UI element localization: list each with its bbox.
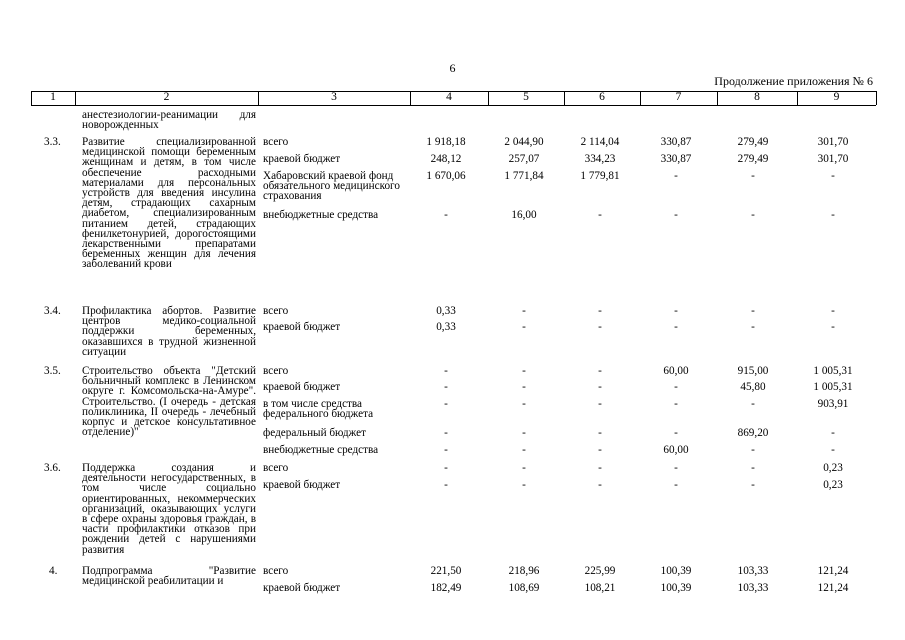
value-cell: 221,50 (430, 565, 462, 577)
value-cell: 279,49 (737, 136, 769, 148)
value-cell: - (598, 427, 602, 439)
value-cell: - (598, 321, 602, 333)
value-cell: - (444, 365, 448, 377)
source-label: Хабаровский краевой фонд обязательного медицинского страхования (263, 170, 400, 203)
value-cell: - (751, 305, 755, 317)
value-cell: - (751, 398, 755, 410)
row-name: Развитие специализированной медицинской помощи беременным женщинам и детям, в том числе обеспечение расходными материалами для персональных устройств для введения инсулина детям, страдающих сахарным диабетом, специализированным питанием детей, страдающих фенилкетонурией, дорогостоящими лекарственными препаратами беременных женщин для лечения заболеваний крови (82, 136, 256, 271)
source-label: всего (263, 565, 289, 577)
value-cell: - (598, 305, 602, 317)
header-col-2: 2 (163, 91, 170, 103)
header-col-5: 5 (523, 91, 529, 103)
value-cell: - (598, 444, 602, 456)
source-label: краевой бюджет (263, 153, 341, 165)
page-number: 6 (449, 61, 456, 75)
value-cell: - (522, 305, 526, 317)
value-cell: - (674, 170, 678, 182)
value-cell: 218,96 (508, 565, 540, 577)
value-cell: - (598, 365, 602, 377)
value-cell: - (598, 462, 602, 474)
value-cell: - (674, 305, 678, 317)
value-cell: 45,80 (740, 381, 766, 393)
value-cell: - (444, 398, 448, 410)
value-cell: 301,70 (817, 153, 849, 165)
source-label: краевой бюджет (263, 582, 341, 594)
row-name: Поддержка создания и деятельности негосударственных, в том числе социально ориентированных, некоммерческих организаций, оказывающих услуги в сфере охраны здоровья граждан, в части профилактики отказов при рождении детей с нарушениями развития (82, 462, 256, 556)
value-cell: 121,24 (817, 565, 849, 577)
value-cell: - (674, 427, 678, 439)
source-label: всего (263, 305, 289, 317)
value-cell: 225,99 (584, 565, 616, 577)
value-cell: - (751, 170, 755, 182)
source-label: внебюджетные средства (263, 444, 379, 456)
value-cell: - (831, 427, 835, 439)
value-cell: - (444, 444, 448, 456)
value-cell: - (831, 444, 835, 456)
source-label: федеральный бюджет (263, 427, 366, 439)
value-cell: - (522, 479, 526, 491)
value-cell: - (598, 209, 602, 221)
value-cell: - (522, 381, 526, 393)
source-label: краевой бюджет (263, 321, 341, 333)
row-name: Профилактика абортов. Развитие центров медико-социальной поддержки беременных, оказавшихся в трудной жизненной ситуации (82, 305, 256, 358)
value-cell: - (831, 209, 835, 221)
row-name: Подпрограмма "Развитие медицинской реабилитации и (82, 565, 256, 588)
source-label: краевой бюджет (263, 381, 341, 393)
value-cell: - (444, 381, 448, 393)
value-cell: 279,49 (737, 153, 769, 165)
value-cell: - (751, 462, 755, 474)
source-label: всего (263, 365, 289, 377)
value-cell: 1 779,81 (580, 170, 620, 182)
value-cell: - (522, 398, 526, 410)
value-cell: 330,87 (660, 136, 692, 148)
row-number: 3.4. (44, 305, 61, 317)
header-col-1: 1 (50, 91, 56, 103)
carry-over-text: анестезиологии-реанимации для новорожденных (82, 109, 256, 132)
value-cell: - (522, 444, 526, 456)
value-cell: - (444, 209, 448, 221)
value-cell: 301,70 (817, 136, 849, 148)
value-cell: - (831, 321, 835, 333)
value-cell: - (751, 444, 755, 456)
value-cell: 60,00 (663, 365, 689, 377)
value-cell: - (831, 170, 835, 182)
value-cell: - (522, 427, 526, 439)
row-number: 3.3. (44, 136, 61, 148)
value-cell: 2 114,04 (580, 136, 620, 148)
value-cell: 869,20 (737, 427, 769, 439)
row-number: 4. (49, 565, 58, 577)
header-col-4: 4 (446, 91, 452, 103)
value-cell: 248,12 (430, 153, 462, 165)
value-cell: - (598, 398, 602, 410)
continuation-note: Продолжение приложения № 6 (714, 74, 873, 88)
value-cell: - (444, 479, 448, 491)
value-cell: - (674, 479, 678, 491)
row-number: 3.6. (44, 462, 61, 474)
value-cell: - (751, 479, 755, 491)
value-cell: - (522, 321, 526, 333)
row-name: Строительство объекта "Детский больничный комплекс в Ленинском округе г. Комсомольска-на-Амуре". Строительство. (I очередь - детская поликлиника, II очередь - лечебный корпус и детское консультативное отделение)" (82, 365, 256, 439)
value-cell: 257,07 (508, 153, 540, 165)
value-cell: 0,33 (436, 321, 456, 333)
source-label: в том числе средства федерального бюджета (263, 398, 374, 421)
source-label: внебюджетные средства (263, 209, 379, 221)
source-label: краевой бюджет (263, 479, 341, 491)
source-label: всего (263, 462, 289, 474)
value-cell: 1 670,06 (426, 170, 466, 182)
value-cell: 100,39 (660, 582, 692, 594)
value-cell: - (751, 321, 755, 333)
value-cell: - (674, 209, 678, 221)
row-number: 3.5. (44, 365, 61, 377)
value-cell: 2 044,90 (504, 136, 544, 148)
value-cell: - (598, 479, 602, 491)
value-cell: - (674, 398, 678, 410)
value-cell: 16,00 (511, 209, 537, 221)
value-cell: 0,23 (823, 462, 843, 474)
header-col-9: 9 (833, 91, 840, 103)
value-cell: 103,33 (737, 565, 769, 577)
value-cell: 108,21 (584, 582, 616, 594)
value-cell: - (444, 427, 448, 439)
value-cell: 121,24 (817, 582, 849, 594)
header-col-3: 3 (331, 91, 337, 103)
header-col-8: 8 (754, 91, 760, 103)
value-cell: 0,33 (436, 305, 456, 317)
value-cell: 100,39 (660, 565, 692, 577)
value-cell: 334,23 (584, 153, 616, 165)
value-cell: - (674, 462, 678, 474)
value-cell: 915,00 (737, 365, 769, 377)
value-cell: - (674, 321, 678, 333)
value-cell: - (598, 381, 602, 393)
value-cell: 182,49 (430, 582, 462, 594)
value-cell: 903,91 (817, 398, 849, 410)
header-col-7: 7 (675, 91, 682, 103)
value-cell: 330,87 (660, 153, 692, 165)
value-cell: 1 771,84 (504, 170, 544, 182)
value-cell: 108,69 (508, 582, 540, 594)
value-cell: 0,23 (823, 479, 843, 491)
header-col-6: 6 (599, 91, 605, 103)
value-cell: - (522, 462, 526, 474)
value-cell: 1 918,18 (426, 136, 466, 148)
value-cell: 103,33 (737, 582, 769, 594)
value-cell: - (674, 381, 678, 393)
value-cell: - (522, 365, 526, 377)
source-label: всего (263, 136, 289, 148)
value-cell: 60,00 (663, 444, 689, 456)
value-cell: 1 005,31 (813, 381, 853, 393)
value-cell: - (831, 305, 835, 317)
value-cell: 1 005,31 (813, 365, 853, 377)
value-cell: - (751, 209, 755, 221)
value-cell: - (444, 462, 448, 474)
